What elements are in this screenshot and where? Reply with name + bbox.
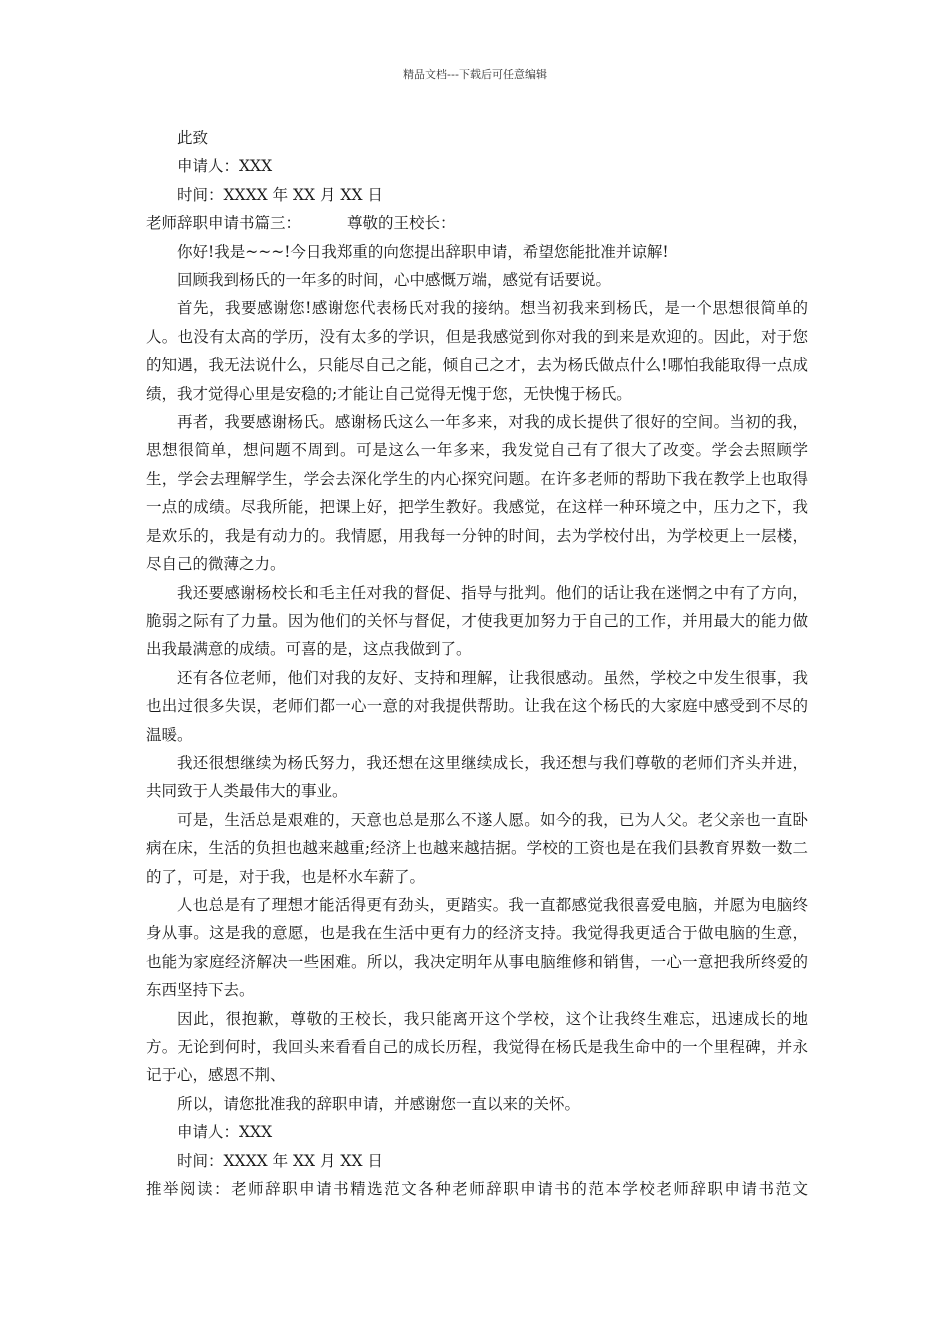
applicant-line-top: 申请人：XXX (177, 157, 273, 176)
addressee: 尊敬的王校长： (347, 214, 456, 233)
date-line-bottom: 时间：XXXX 年 XX 月 XX 日 (177, 1151, 383, 1170)
paragraph-request: 所以，请您批准我的辞职申请，并感谢您一直以来的关怀。 (177, 1094, 581, 1113)
paragraph-teachers-thanks: 还有各位老师，他们对我的友好、支持和理解，让我很感动。虽然，学校之中发生很事，我也出过很多失误，老师们都一心一意的对我提供帮助。让我在这个杨氏的大家庭中感受到不尽的温暖。 (146, 668, 808, 744)
salutation-top: 此致 (177, 129, 209, 147)
section-heading (146, 209, 808, 237)
page-header: 精品文档---下载后可任意编辑 (403, 68, 547, 81)
paragraph-second-thanks: 再者，我要感谢杨氏。感谢杨氏这么一年多来，对我的成长提供了很好的空间。当初的我，思想很简单，想问题不周到。可是这么一年多来，我发觉自己有了很大了改变。学会去照顾学生，学会去理解学生，学会去深化学生的内心探究问题。在许多老师的帮助下我在教学上也取得一点的成绩。尽我所能，把课上好，把学生教好。我感觉，在这样一种环境之中，压力之下，我是欢乐的，我是有动力的。我情愿，用我每一分钟的时间，去为学校付出，为学校更上一层楼，尽自己的微薄之力。 (146, 413, 808, 574)
section-title: 老师辞职申请书篇三： (146, 214, 302, 233)
paragraph-greeting: 你好!我是~~~!今日我郑重的向您提出辞职申请，希望您能批准并谅解! (177, 242, 669, 261)
paragraph-apology: 因此，很抱歉，尊敬的王校长，我只能离开这个学校，这个让我终生难忘，迅速成长的地方。无论到何时，我回头来看看自己的成长历程，我觉得在杨氏是我生命中的一个里程碑，并永记于心，感恩不荆、 (146, 1009, 808, 1085)
paragraph-hardship: 可是，生活总是艰难的，天意也总是那么不遂人愿。如今的我，已为人父。老父亲也一直卧病在床，生活的负担也越来越重;经济上也越来越拮据。学校的工资也是在我们县教育界数一数二的了，可是，对于我，也是杯水车薪了。 (146, 810, 808, 886)
recommended-reading: 推举阅读：老师辞职申请书精选范文各种老师辞职申请书的范本学校老师辞职申请书范文 (146, 1180, 808, 1199)
paragraph-leaders-thanks: 我还要感谢杨校长和毛主任对我的督促、指导与批判。他们的话让我在迷惘之中有了方向，脆弱之际有了力量。因为他们的关怀与督促，才使我更加努力于自己的工作，并用最大的能力做出我最满意的成绩。可喜的是，这点我做到了。 (146, 583, 808, 659)
document-body (146, 124, 808, 1203)
applicant-line-bottom: 申请人：XXX (177, 1123, 273, 1142)
paragraph-ideal: 人也总是有了理想才能活得更有劲头，更踏实。我一直都感觉我很喜爱电脑，并愿为电脑终身从事。这是我的意愿，也是我在生活中更有力的经济支持。我觉得我更适合于做电脑的生意，也能为家庭经济解决一些困难。所以，我决定明年从事电脑维修和销售，一心一意把我所终爱的东西坚持下去。 (146, 895, 808, 1000)
paragraph-first-thanks: 首先，我要感谢您!感谢您代表杨氏对我的接纳。想当初我来到杨氏，是一个思想很简单的人。也没有太高的学历，没有太多的学识，但是我感觉到你对我的到来是欢迎的。因此，对于您的知遇，我无法说什么，只能尽自己之能，倾自己之才，去为杨氏做点什么!哪怕我能取得一点成绩，我才觉得心里是安稳的;才能让自己觉得无愧于您，无快愧于杨氏。 (146, 299, 808, 403)
paragraph-review: 回顾我到杨氏的一年多的时间，心中感慨万端，感觉有话要说。 (177, 271, 612, 290)
date-line-top: 时间：XXXX 年 XX 月 XX 日 (177, 185, 383, 204)
paragraph-wish: 我还很想继续为杨氏努力，我还想在这里继续成长，我还想与我们尊敬的老师们齐头并进，共同致于人类最伟大的事业。 (146, 753, 808, 801)
